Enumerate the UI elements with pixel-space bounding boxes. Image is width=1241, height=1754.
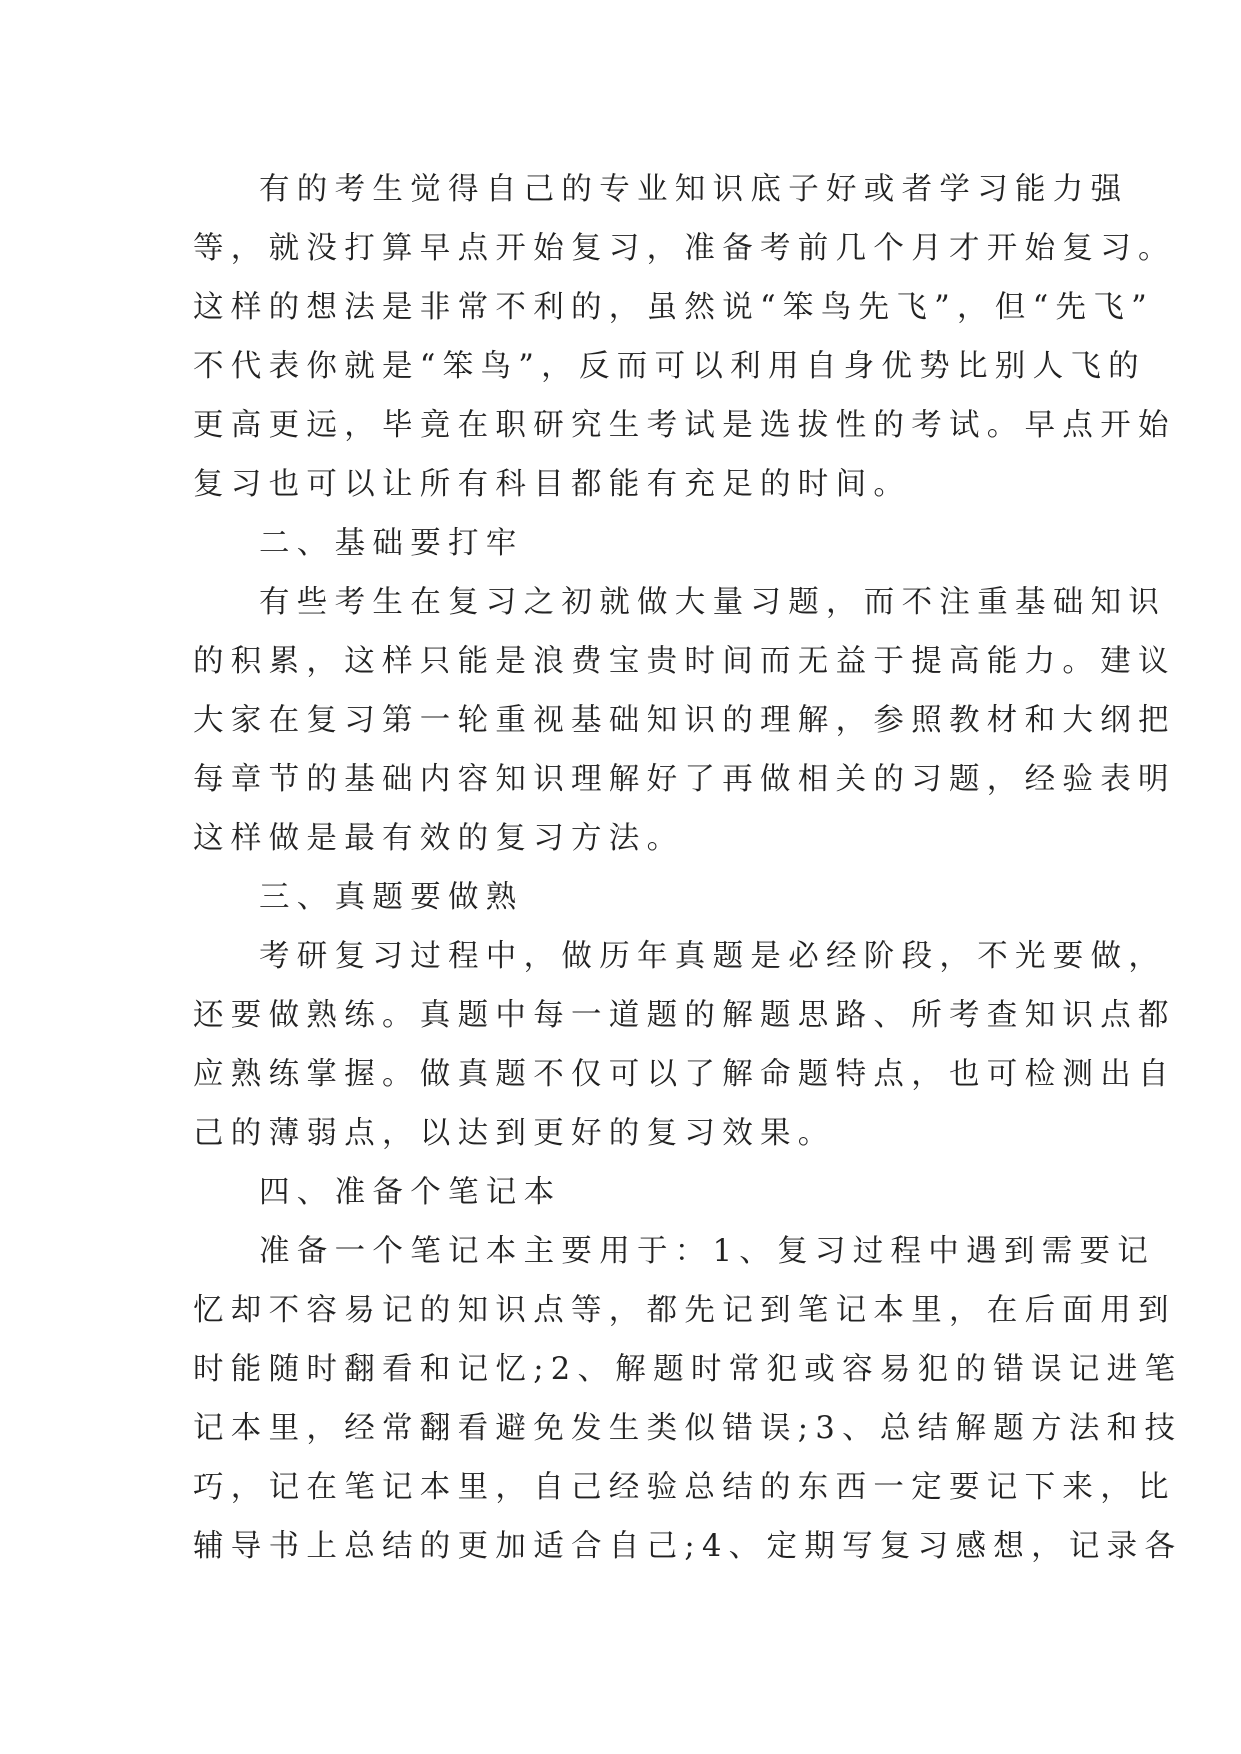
paragraph-4-line-6: 辅导书上总结的更加适合自己;4、定期写复习感想，记录各 — [193, 1529, 1183, 1564]
paragraph-4-line-3: 时能随时翻看和记忆;2、解题时常犯或容易犯的错误记进笔 — [193, 1352, 1183, 1387]
section-heading-3: 三、真题要做熟 — [259, 880, 524, 915]
paragraph-1-line-3: 这样的想法是非常不利的，虽然说“笨鸟先飞”，但“先飞” — [193, 290, 1154, 325]
paragraph-3-line-3: 应熟练掌握。做真题不仅可以了解命题特点，也可检测出自 — [193, 1057, 1176, 1092]
paragraph-4-line-4: 记本里，经常翻看避免发生类似错误;3、总结解题方法和技 — [193, 1411, 1183, 1446]
paragraph-2-line-5: 这样做是最有效的复习方法。 — [193, 821, 685, 856]
paragraph-4-line-2: 忆却不容易记的知识点等，都先记到笔记本里，在后面用到 — [193, 1293, 1176, 1328]
paragraph-2-line-1: 有些考生在复习之初就做大量习题，而不注重基础知识 — [259, 585, 1167, 620]
paragraph-1-line-1: 有的考生觉得自己的专业知识底子好或者学习能力强 — [259, 172, 1129, 207]
paragraph-3-line-2: 还要做熟练。真题中每一道题的解题思路、所考查知识点都 — [193, 998, 1176, 1033]
section-heading-2: 二、基础要打牢 — [259, 526, 524, 561]
paragraph-2-line-2: 的积累，这样只能是浪费宝贵时间而无益于提高能力。建议 — [193, 644, 1176, 679]
paragraph-4-line-5: 巧，记在笔记本里，自己经验总结的东西一定要记下来，比 — [193, 1470, 1176, 1505]
document-body — [193, 160, 1183, 1576]
paragraph-3-line-4: 己的薄弱点，以达到更好的复习效果。 — [193, 1116, 836, 1151]
section-heading-4: 四、准备个笔记本 — [259, 1175, 562, 1210]
paragraph-1-line-2: 等，就没打算早点开始复习，准备考前几个月才开始复习。 — [193, 231, 1176, 266]
paragraph-3-line-1: 考研复习过程中，做历年真题是必经阶段，不光要做， — [259, 939, 1167, 974]
paragraph-1-line-4: 不代表你就是“笨鸟”，反而可以利用自身优势比别人飞的 — [193, 349, 1146, 384]
paragraph-2-line-3: 大家在复习第一轮重视基础知识的理解，参照教材和大纲把 — [193, 703, 1176, 738]
paragraph-1-line-6: 复习也可以让所有科目都能有充足的时间。 — [193, 467, 912, 502]
paragraph-2-line-4: 每章节的基础内容知识理解好了再做相关的习题，经验表明 — [193, 762, 1176, 797]
paragraph-4-line-1: 准备一个笔记本主要用于：1、复习过程中遇到需要记 — [259, 1234, 1156, 1269]
paragraph-1-line-5: 更高更远，毕竟在职研究生考试是选拔性的考试。早点开始 — [193, 408, 1176, 443]
